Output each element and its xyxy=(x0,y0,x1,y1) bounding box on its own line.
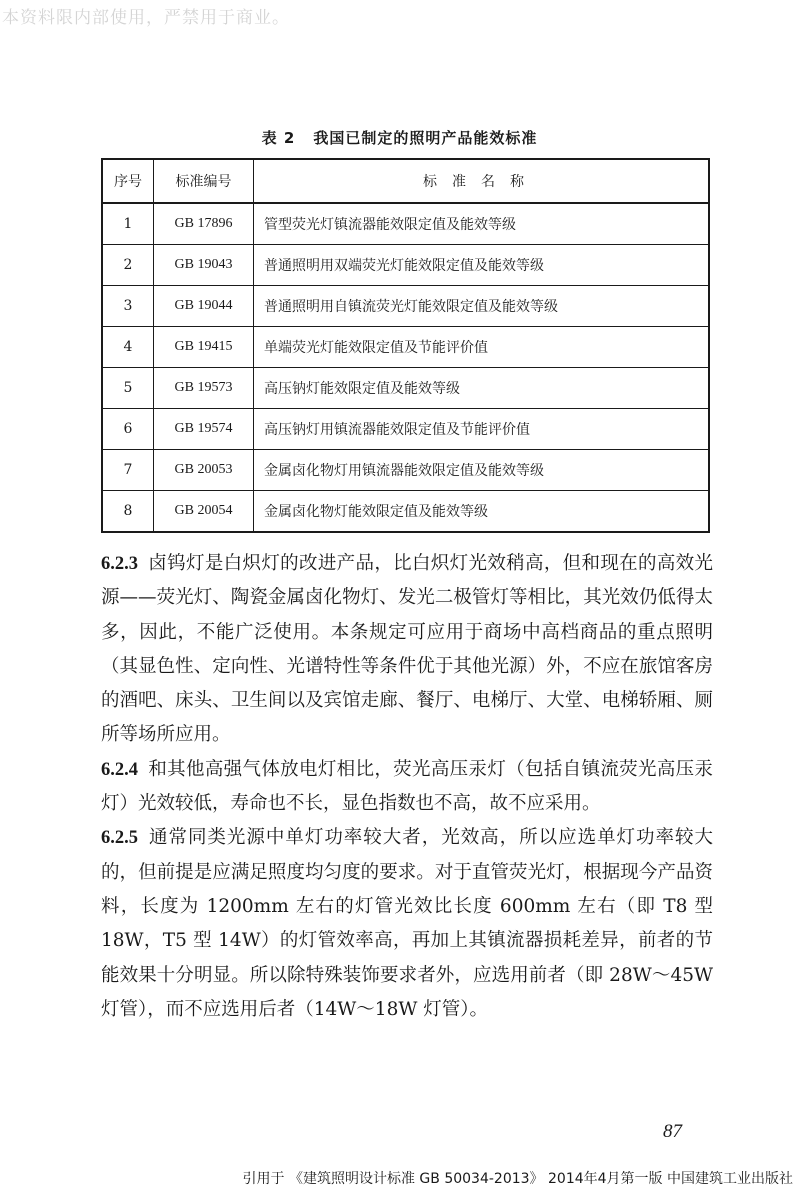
watermark-text: 本资料限内部使用，严禁用于商业。 xyxy=(2,8,290,28)
table-row xyxy=(102,327,709,368)
body-text xyxy=(101,547,713,1027)
cell-index: 8 xyxy=(102,491,154,533)
section-paragraph xyxy=(101,821,713,1027)
cell-name: 普通照明用双端荧光灯能效限定值及能效等级 xyxy=(254,245,710,286)
cell-name: 管型荧光灯镇流器能效限定值及能效等级 xyxy=(254,203,710,245)
table-row xyxy=(102,245,709,286)
cell-code: GB 19043 xyxy=(154,245,254,286)
table-caption-number: 表 2 xyxy=(261,129,296,147)
cell-index: 3 xyxy=(102,286,154,327)
cell-index: 1 xyxy=(102,203,154,245)
table-row xyxy=(102,491,709,533)
citation-footer: 引用于 《建筑照明设计标准 GB 50034-2013》 2014年4月第一版 中国建筑工业出版社 xyxy=(242,1171,793,1187)
cell-code: GB 19415 xyxy=(154,327,254,368)
cell-name: 高压钠灯能效限定值及能效等级 xyxy=(254,368,710,409)
section-number: 6.2.4 xyxy=(101,759,138,780)
cell-name: 单端荧光灯能效限定值及节能评价值 xyxy=(254,327,710,368)
table-caption-title: 我国已制定的照明产品能效标准 xyxy=(313,129,538,147)
section-text: 和其他高强气体放电灯相比，荧光高压汞灯（包括自镇流荧光高压汞灯）光效较低，寿命也不长，显色指数也不高，故不应采用。 xyxy=(101,758,713,815)
standards-table xyxy=(101,158,710,533)
cell-index: 2 xyxy=(102,245,154,286)
cell-index: 7 xyxy=(102,450,154,491)
cell-name: 普通照明用自镇流荧光灯能效限定值及能效等级 xyxy=(254,286,710,327)
section-paragraph xyxy=(101,753,713,822)
cell-index: 6 xyxy=(102,409,154,450)
cell-name: 金属卤化物灯能效限定值及能效等级 xyxy=(254,491,710,533)
table-row xyxy=(102,409,709,450)
cell-code: GB 19574 xyxy=(154,409,254,450)
cell-index: 4 xyxy=(102,327,154,368)
cell-index: 5 xyxy=(102,368,154,409)
cell-code: GB 19573 xyxy=(154,368,254,409)
cell-code: GB 17896 xyxy=(154,203,254,245)
table-header-row xyxy=(102,159,709,203)
section-text: 卤钨灯是白炽灯的改进产品，比白炽灯光效稍高，但和现在的高效光源——荧光灯、陶瓷金属卤化物灯、发光二极管灯等相比，其光效仍低得太多，因此，不能广泛使用。本条规定可应用于商场中高档商品的重点照明（其显色性、定向性、光谱特性等条件优于其他光源）外，不应在旅馆客房的酒吧、床头、卫生间以及宾馆走廊、餐厅、电梯厅、大堂、电梯轿厢、厕所等场所应用。 xyxy=(101,553,713,746)
table-row xyxy=(102,286,709,327)
section-paragraph xyxy=(101,547,713,753)
table-row xyxy=(102,203,709,245)
section-text: 通常同类光源中单灯功率较大者，光效高，所以应选单灯功率较大的，但前提是应满足照度均匀度的要求。对于直管荧光灯，根据现今产品资料，长度为 1200mm 左右的灯管光效比长度 600mm 左右（即 T8 型 18W，T5 型 14W）的灯管效率高，再加上其镇流器损耗差异，前者的节能效果十分明显。所以除特殊装饰要求者外，应选用前者（即 28W～45W 灯管），而不应选用后者（14W～18W 灯管）。 xyxy=(101,827,713,1020)
page-number: 87 xyxy=(663,1121,682,1142)
section-number: 6.2.5 xyxy=(101,828,138,849)
cell-name: 高压钠灯用镇流器能效限定值及节能评价值 xyxy=(254,409,710,450)
cell-code: GB 20053 xyxy=(154,450,254,491)
cell-code: GB 20054 xyxy=(154,491,254,533)
table-row xyxy=(102,368,709,409)
table-row xyxy=(102,450,709,491)
header-index: 序号 xyxy=(102,159,154,203)
section-number: 6.2.3 xyxy=(101,554,138,574)
cell-name: 金属卤化物灯用镇流器能效限定值及能效等级 xyxy=(254,450,710,491)
table-caption xyxy=(0,127,799,148)
header-code: 标准编号 xyxy=(154,159,254,203)
header-name: 标准名称 xyxy=(254,159,710,203)
cell-code: GB 19044 xyxy=(154,286,254,327)
